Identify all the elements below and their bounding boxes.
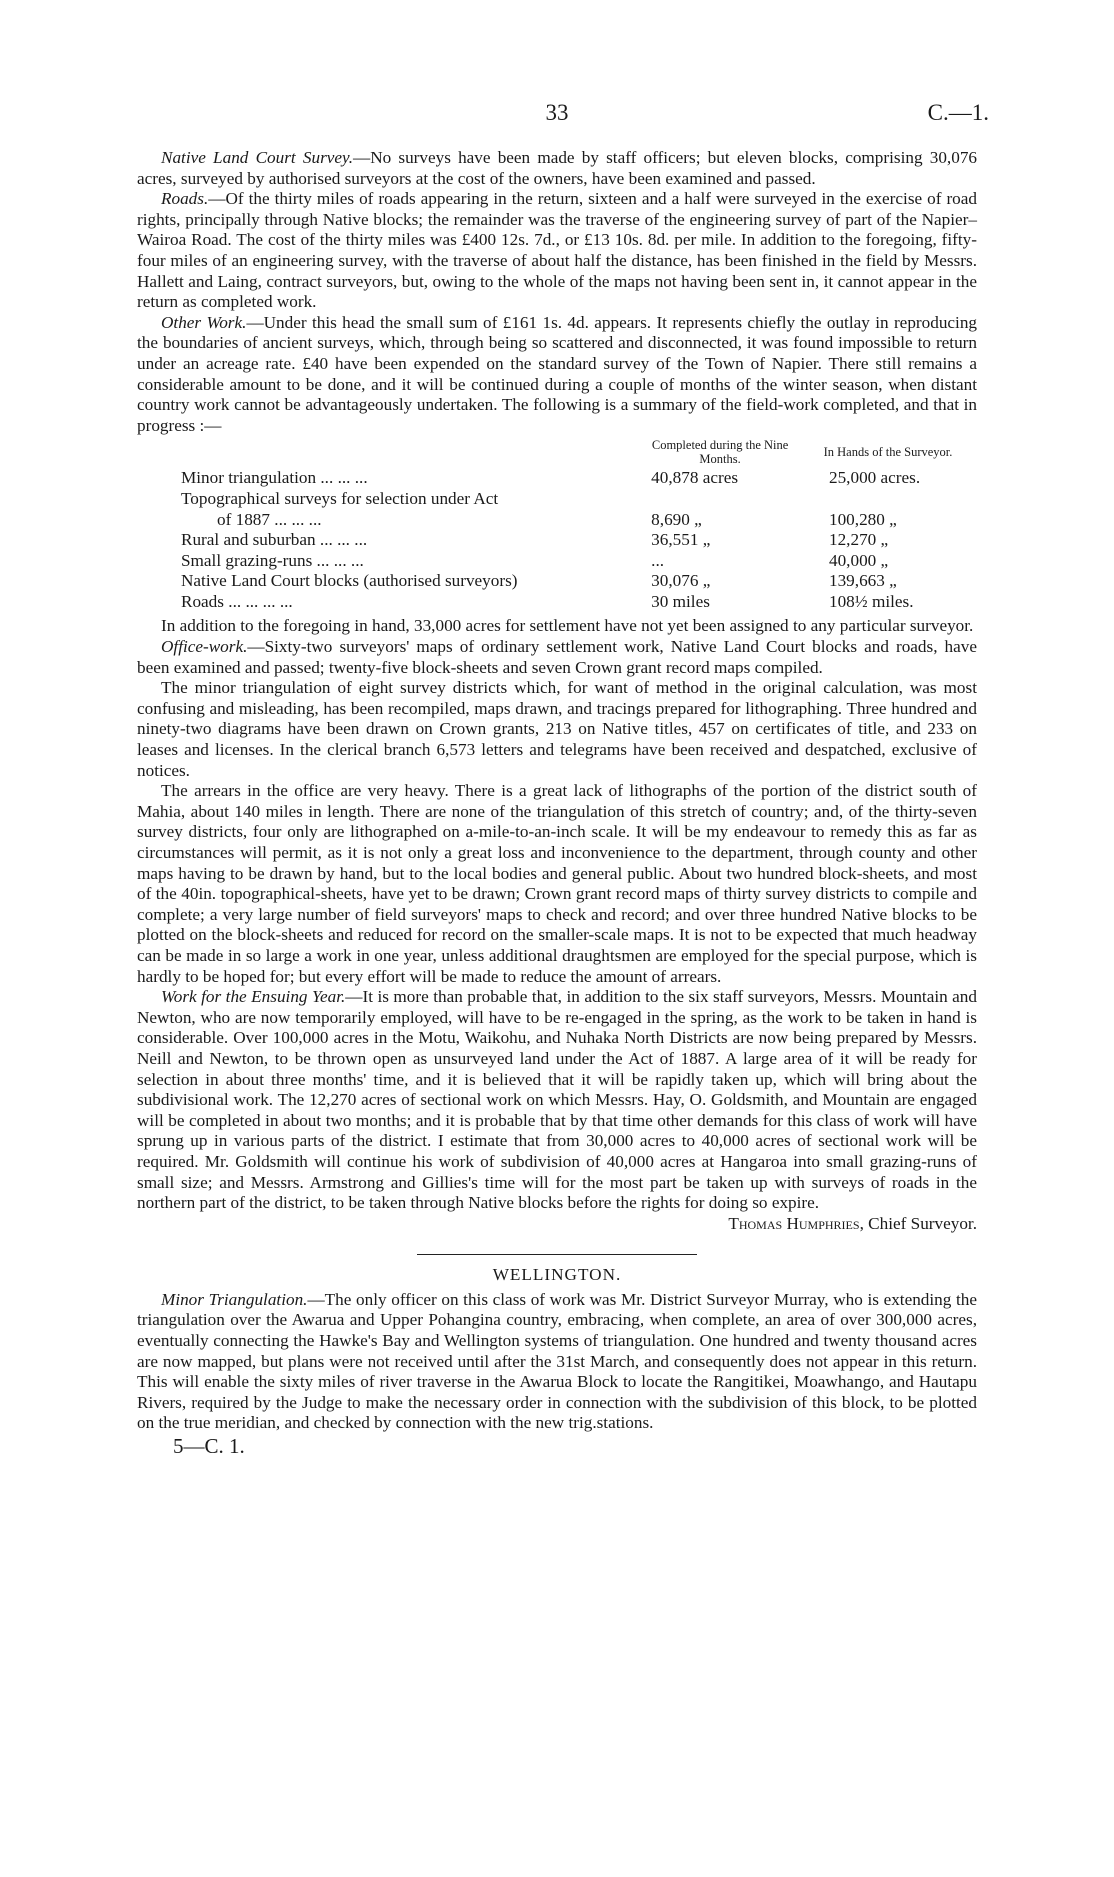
row-label: Small grazing-runs ... ... ...	[181, 550, 364, 570]
paragraph-roads	[137, 189, 977, 313]
completed-value	[641, 489, 799, 510]
section-divider	[417, 1254, 697, 1255]
row-label: Native Land Court blocks (authorised surveyors)	[181, 571, 518, 591]
completed-value: ...	[651, 550, 665, 570]
in-hand-value: 139,663 „	[828, 571, 897, 591]
paragraph-title: Office-work.	[161, 637, 248, 657]
paragraph-text: —Sixty-two surveyors' maps of ordinary settlement work, Native Land Court blocks and roads, have been examined and passed; twenty-five block-sheets and seven Crown grant record maps compiled.	[137, 637, 977, 677]
paragraph-text: In addition to the foregoing in hand, 33,000 acres for settlement have not yet been assigned to any particular surveyor.	[161, 616, 974, 636]
paragraph-minor-triangulation-recompiled	[137, 678, 977, 781]
completed-value: 30,076 „	[651, 571, 711, 591]
footer-reference: 5—C. 1.	[173, 1434, 245, 1459]
paragraph-title: Minor Triangulation.	[161, 1289, 308, 1309]
table-row	[181, 489, 977, 510]
completed-value: 36,551 „	[651, 530, 711, 550]
table-row	[181, 551, 977, 572]
paragraph-title: Work for the Ensuing Year.	[161, 987, 346, 1007]
row-label: of 1887 ... ... ...	[217, 509, 322, 529]
paragraph-text: —It is more than probable that, in addition to the six staff surveyors, Messrs. Mountain and Newton, who are now temporarily employed, will have to be re-engaged in the spring, as the work to be taken in hand is considerable. Over 100,000 acres in the Motu, Waikohu, and Nuhaka North Districts are now being prepared by Messrs. Neill and Newton, to be thrown open as unsurveyed land under the Act of 1887. A large area of it will be ready for selection in about three months' time, and it is believed that it will be rapidly taken up, which will bring about the subdivisional work. The 12,270 acres of sectional work on which Messrs. Hay, O. Goldsmith, and Mountain are engaged will be completed in about two months; and it is probable that by that time other demands for this class of work will have sprung up in various parts of the district. I estimate that from 30,000 acres to 40,000 acres of sectional work will be required. Mr. Goldsmith will continue his work of subdivision of 40,000 acres at Hangaroa into small grazing-runs of small size; and Messrs. Armstrong and Gillies's time will for the most part be taken up with surveys of roads in the northern part of the district, to be taken through Native blocks before the rights for doing so expire.	[137, 987, 977, 1213]
completed-value: 30 miles	[651, 591, 710, 611]
paragraph-text: The arrears in the office are very heavy. There is a great lack of lithographs of the portion of the district south of Mahia, about 140 miles in length. There are none of the triangulation of this stretch of country; and, of the thirty-seven survey districts, four only are lithographed on a-mile-to-an-inch scale. It will be my endeavour to remedy this as far as circumstances will permit, as it is not only a great loss and inconvenience to the department, through county and other maps having to be drawn by hand, but to the local bodies and general public. About two hundred block-sheets, and most of the 40in. topographical-sheets, have yet to be drawn; Crown grant record maps of thirty survey districts to compile and complete; a very large number of field surveyors' maps to check and record; and over three hundred Native blocks to be plotted on the block-sheets and reduced for record on the smaller-scale maps. It is not to be expected that much headway can be made in so large a work in one year, unless additional draughtsmen are employed for the special purpose, which is hardly to be hoped for; but every effort will be made to reduce the amount of arrears.	[137, 781, 977, 986]
paragraph-text: —Of the thirty miles of roads appearing in the return, sixteen and a half were surveyed in the exercise of road rights, principally through Native blocks; the remainder was the traverse of the engineering survey of part of the Napier–Wairoa Road. The cost of the thirty miles was £400 12s. 7d., or £13 10s. 8d. per mile. In addition to the foregoing, fifty-four miles of an engineering survey, with the traverse of about half the distance, has been finished in the field by Messrs. Hallett and Laing, contract surveyors, but, owing to the whole of the maps not having been sent in, it cannot appear in the return as completed work.	[137, 189, 977, 312]
paragraph-text: —No surveys have been made by staff officers; but eleven blocks, comprising 30,076 acres, surveyed by authorised surveyors at the cost of the owners, have been examined and passed.	[137, 148, 978, 188]
paragraph-title: Other Work.	[161, 312, 247, 332]
paragraph-ensuing-year	[137, 987, 977, 1214]
document-body	[137, 148, 977, 1458]
in-hand-value: 25,000 acres.	[828, 468, 921, 488]
paragraph-text: —The only officer on this class of work was Mr. District Surveyor Murray, who is extending the triangulation over the Awarua and Upper Pohangina country, embracing, when complete, an area of over 300,000 acres, eventually connecting the Hawke's Bay and Wellington systems of triangulation. One hundred and twenty thousand acres are now mapped, but plans were not received until after the 31st March, and consequently does not appear in this return. This will enable the sixty miles of river traverse in the Awarua Block to locate the Rangitikei, Moawhango, and Hautapu Rivers, required by the Judge to make the necessary order in connection with the subdivision of this block, to be plotted on the true meridian, and checked by connection with the new trig.stations.	[137, 1289, 977, 1433]
completed-value: 8,690 „	[651, 509, 702, 529]
row-label: Roads ... ... ... ...	[181, 591, 293, 611]
paragraph-wellington-triangulation	[137, 1290, 977, 1434]
paragraph-arrears	[137, 781, 977, 987]
column-header-in-hand: In Hands of the Surveyor.	[823, 445, 953, 460]
column-header-completed: Completed during the Nine Months.	[651, 438, 789, 467]
paragraph-title: Roads.	[161, 189, 209, 209]
table-row	[181, 592, 977, 613]
table-header-row	[181, 438, 977, 468]
in-hand-value: 108½ miles.	[828, 591, 914, 611]
table-row	[181, 530, 977, 551]
paragraph-title: Native Land Court Survey.	[161, 148, 353, 167]
signatory-title: , Chief Surveyor.	[859, 1213, 977, 1233]
in-hand-value: 12,270 „	[828, 530, 889, 550]
paragraph-unassigned-acres	[137, 616, 977, 637]
table-row	[181, 571, 977, 592]
paragraph-text: The minor triangulation of eight survey districts which, for want of method in the original calculation, was most confusing and misleading, has been recompiled, maps drawn, and tracings prepared for lithographing. Three hundred and ninety-two diagrams have been drawn on Crown grants, 213 on Native titles, 457 on certificates of title, and 233 on leases and licenses. In the clerical branch 6,573 letters and telegrams have been received and despatched, exclusive of notices.	[137, 678, 977, 780]
paragraph-other-work	[137, 313, 977, 437]
row-label: Minor triangulation ... ... ...	[181, 468, 368, 488]
table-row	[181, 510, 977, 531]
paragraph-text: —Under this head the small sum of £161 1s. 4d. appears. It represents chiefly the outlay in reproducing the boundaries of ancient surveys, which, through being so scattered and disconnected, it was found impossible to return under an acreage rate. £40 have been expended on the standard survey of the Town of Napier. There still remains a considerable amount to be done, and it will be continued during a couple of months of the winter season, when distant country work cannot be advantageously undertaken. The following is a summary of the field-work completed, and that in progress :—	[137, 312, 978, 435]
in-hand-value	[799, 489, 977, 510]
completed-value: 40,878 acres	[651, 468, 739, 488]
page-number: 33	[545, 100, 569, 125]
row-label: Topographical surveys for selection under Act	[181, 488, 499, 508]
in-hand-value: 40,000 „	[828, 550, 889, 570]
field-work-summary-table	[181, 438, 977, 612]
paragraph-native-land-court	[137, 148, 977, 189]
signature	[137, 1214, 977, 1235]
row-label: Rural and suburban ... ... ...	[181, 530, 368, 550]
document-reference: C.—1.	[927, 100, 989, 125]
paragraph-office-work	[137, 637, 977, 678]
in-hand-value: 100,280 „	[828, 509, 897, 529]
section-title: WELLINGTON.	[492, 1265, 622, 1285]
table-row	[181, 468, 977, 489]
signatory-name: Thomas Humphries	[728, 1213, 860, 1233]
